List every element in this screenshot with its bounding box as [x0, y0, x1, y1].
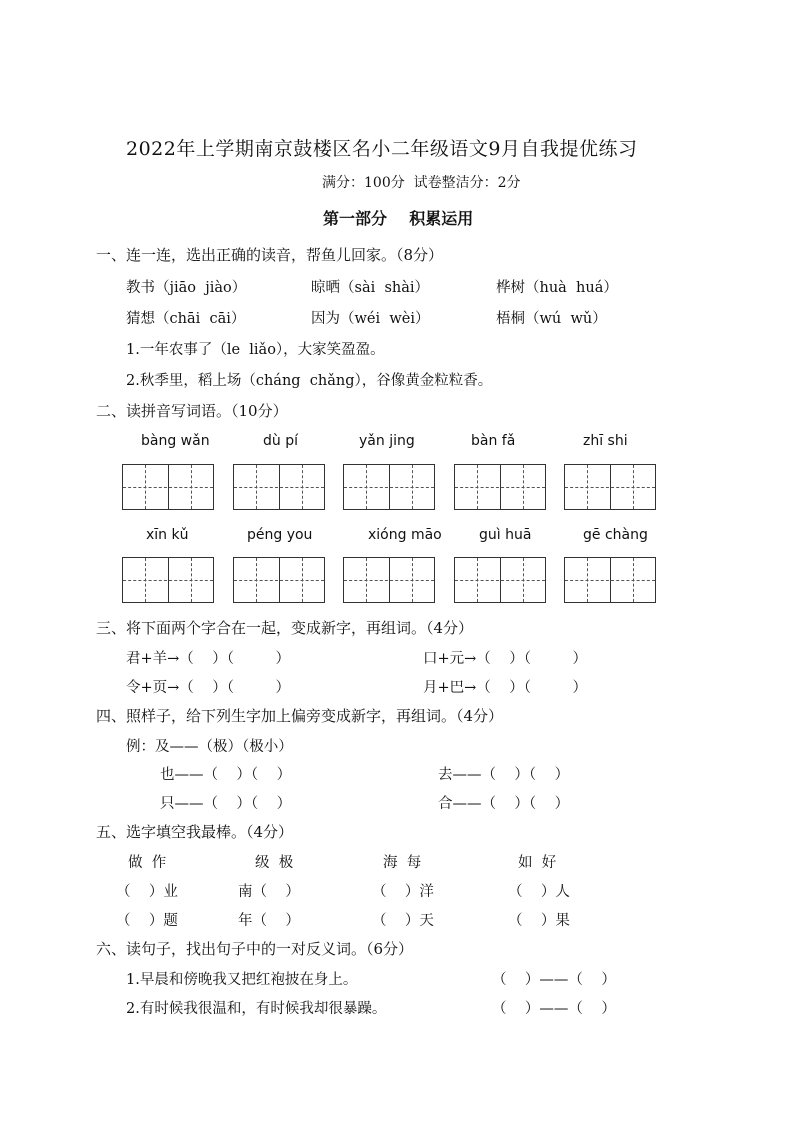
q1-option: 梧桐（wú wǔ） — [496, 311, 607, 327]
q6-heading: 六、读句子，找出句子中的一对反义词。（6分） — [96, 940, 414, 958]
writing-grid[interactable] — [233, 464, 325, 510]
q1-option: 晾晒（sài shài） — [311, 280, 430, 296]
q3-heading: 三、将下面两个字合在一起，变成新字，再组词。（4分） — [96, 619, 474, 637]
q4-item: 合——（ ）（ ） — [438, 796, 570, 812]
q1-option: 猜想（chāi cāi） — [126, 311, 246, 327]
pinyin: xīn kǔ — [146, 527, 189, 543]
q6-sentence: 1.早晨和傍晚我又把红袍披在身上。 — [126, 972, 358, 988]
page-title: 2022年上学期南京鼓楼区名小二年级语文9月自我提优练习 — [126, 138, 638, 160]
q1-sentence: 2.秋季里，稻上场（cháng chǎng），谷像黄金粒粒香。 — [126, 373, 493, 389]
writing-grid[interactable] — [343, 557, 435, 603]
pinyin: dù pí — [263, 433, 298, 449]
q5-blank: （ ）题 — [116, 913, 178, 929]
pinyin: zhī shi — [583, 433, 628, 449]
writing-grid[interactable] — [343, 464, 435, 510]
pinyin: xióng māo — [368, 527, 442, 543]
q5-blank: （ ）天 — [372, 913, 434, 929]
writing-grid[interactable] — [122, 557, 214, 603]
q1-option: 桦树（huà huá） — [496, 280, 618, 296]
writing-grid[interactable] — [454, 557, 546, 603]
q5-choice-pair: 如 好 — [518, 855, 557, 871]
q4-item: 只——（ ）（ ） — [160, 796, 292, 812]
q3-item: 口+元→（ ）（ ） — [423, 651, 587, 667]
writing-grid[interactable] — [564, 464, 656, 510]
q5-blank: （ ）人 — [508, 884, 570, 900]
q4-example: 例：及——（极）（极小） — [126, 739, 293, 755]
pinyin: yǎn jing — [359, 433, 415, 449]
q4-heading: 四、照样子，给下列生字加上偏旁变成新字，再组词。（4分） — [96, 707, 504, 725]
q5-blank: 年（ ） — [238, 913, 300, 929]
q2-heading: 二、读拼音写词语。（10分） — [96, 402, 288, 420]
q3-item: 月+巴→（ ）（ ） — [423, 680, 587, 696]
q5-heading: 五、选字填空我最棒。（4分） — [96, 823, 294, 841]
q4-item: 也——（ ）（ ） — [160, 767, 292, 783]
q5-blank: （ ）洋 — [372, 884, 434, 900]
q5-blank: 南（ ） — [238, 884, 300, 900]
q3-item: 君+羊→（ ）（ ） — [126, 651, 290, 667]
pinyin: bàn fǎ — [471, 433, 516, 449]
q5-choice-pair: 级 极 — [255, 855, 294, 871]
writing-grid[interactable] — [233, 557, 325, 603]
writing-grid[interactable] — [122, 464, 214, 510]
q6-answer-blank: （ ）——（ ） — [492, 972, 616, 988]
q1-heading: 一、连一连，选出正确的读音，帮鱼儿回家。（8分） — [96, 246, 444, 264]
writing-grid[interactable] — [454, 464, 546, 510]
q5-blank: （ ）业 — [116, 884, 178, 900]
pinyin: gē chàng — [583, 527, 648, 543]
score-info: 满分：100分 试卷整洁分：2分 — [322, 175, 521, 191]
q4-item: 去——（ ）（ ） — [438, 767, 570, 783]
writing-grid[interactable] — [564, 557, 656, 603]
q6-sentence: 2.有时候我很温和，有时候我却很暴躁。 — [126, 1001, 387, 1017]
q3-item: 令+页→（ ）（ ） — [126, 680, 290, 696]
pinyin: guì huā — [479, 527, 532, 543]
q1-option: 教书（jiāo jiào） — [126, 280, 247, 296]
q1-sentence: 1.一年农事了（le liǎo），大家笑盈盈。 — [126, 342, 385, 358]
q1-option: 因为（wéi wèi） — [311, 311, 430, 327]
q6-answer-blank: （ ）——（ ） — [492, 1001, 616, 1017]
q5-blank: （ ）果 — [508, 913, 570, 929]
q5-choice-pair: 做 作 — [128, 855, 167, 871]
q5-choice-pair: 海 每 — [383, 855, 422, 871]
part-heading: 第一部分 积累运用 — [323, 209, 474, 228]
pinyin: bàng wǎn — [141, 433, 210, 449]
pinyin: péng you — [247, 527, 313, 543]
